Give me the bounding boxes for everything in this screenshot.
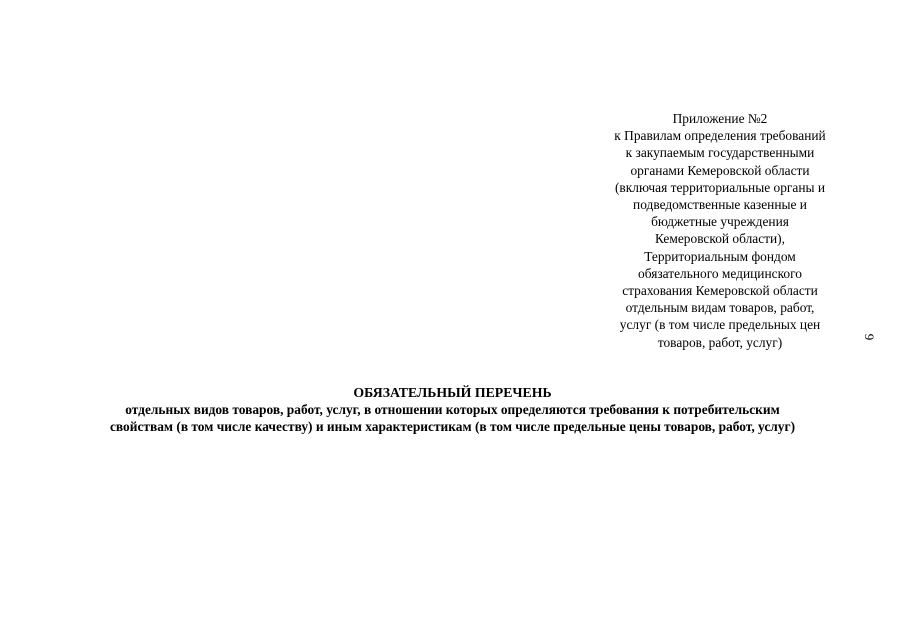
document-subtitle-line: отдельных видов товаров, работ, услуг, в отношении которых определяются требования к потребительским (125, 402, 780, 417)
appendix-line: (включая территориальные органы и (614, 179, 826, 195)
appendix-line: услуг (в том числе предельных цен (619, 317, 821, 333)
document-subtitle-line: свойствам (в том числе качеству) и иным характеристикам (в том числе предельные цены товаров, работ, услуг) (109, 419, 796, 434)
appendix-line: отдельным видам товаров, работ, (625, 300, 815, 316)
page-number: 9 (862, 333, 877, 341)
appendix-line: обязательного медицинского (638, 265, 802, 281)
appendix-line: страхования Кемеровской области (622, 283, 818, 299)
document-title: ОБЯЗАТЕЛЬНЫЙ ПЕРЕЧЕНЬ (353, 385, 552, 400)
appendix-line: органами Кемеровской области (630, 162, 810, 178)
appendix-line: подведомственные казенные и (633, 197, 807, 213)
appendix-line: Приложение №2 (672, 111, 768, 126)
appendix-line: к закупаемым государственными (625, 145, 815, 161)
appendix-line: к Правилам определения требований (614, 128, 826, 144)
appendix-line: Территориальным фондом (644, 248, 796, 264)
document-heading (30, 384, 875, 435)
appendix-reference-block (585, 110, 855, 351)
appendix-line: товаров, работ, услуг) (657, 334, 783, 350)
appendix-line: бюджетные учреждения (651, 214, 789, 230)
appendix-line: Кемеровской области), (655, 231, 785, 247)
